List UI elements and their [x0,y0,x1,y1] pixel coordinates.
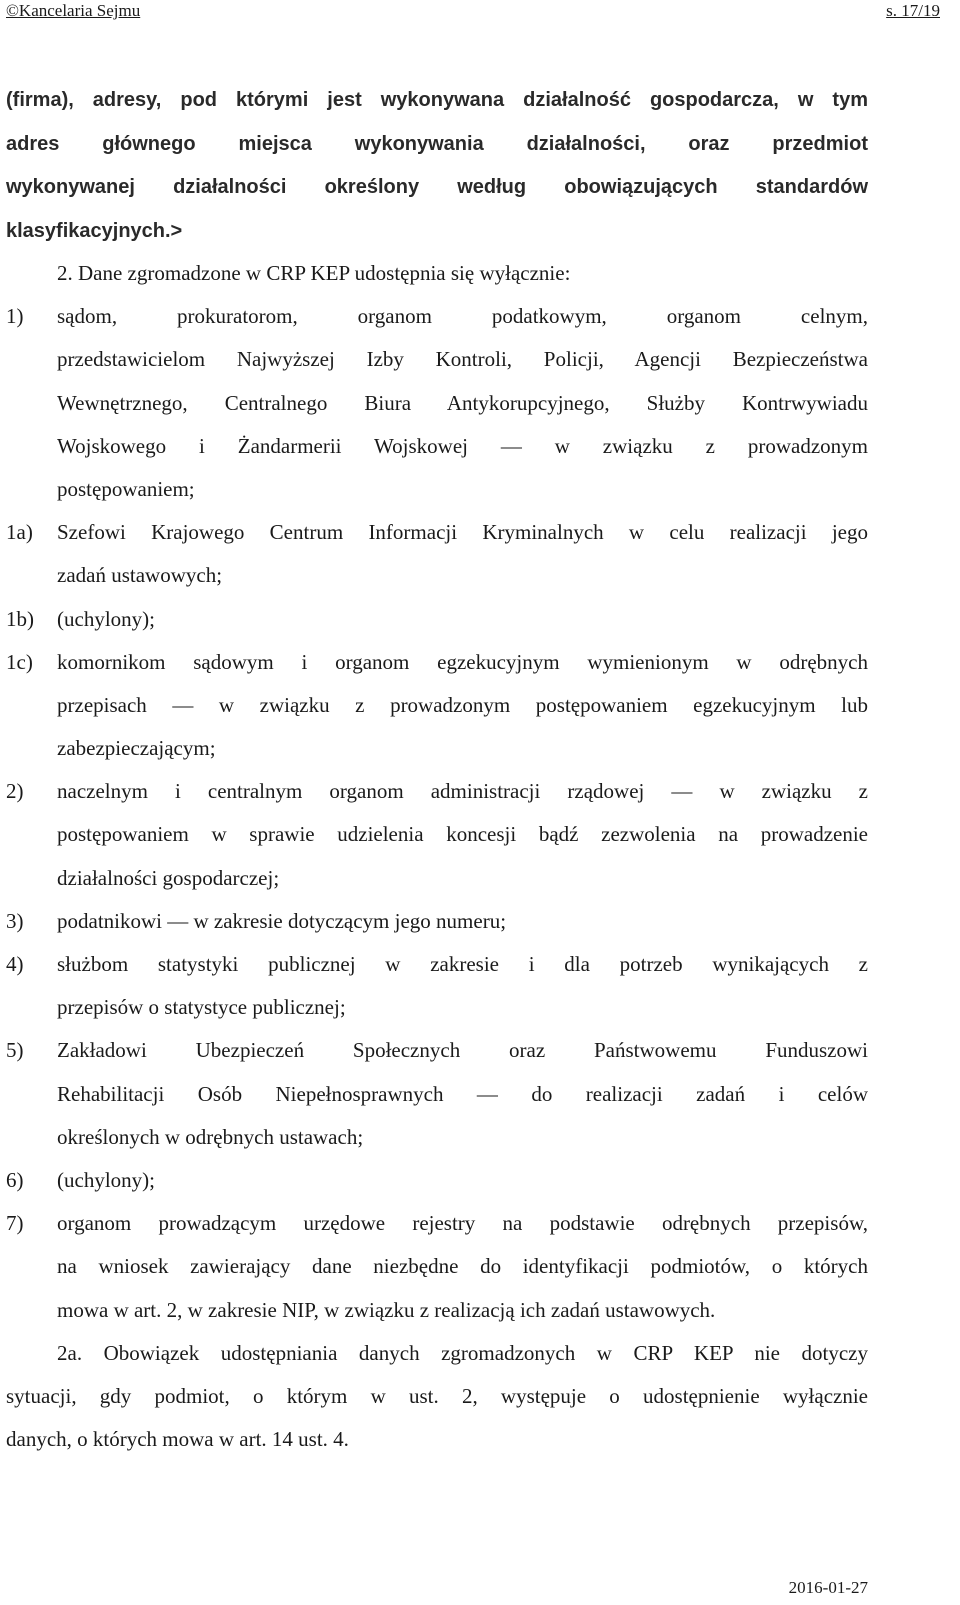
item-line: Zakładowi Ubezpieczeń Społecznych oraz Państwowemu Funduszowi [57,1038,868,1063]
list-item [6,900,868,943]
item-line: mowa w art. 2, w zakresie NIP, w związku z realizacją ich zadań ustawowych. [57,1297,716,1322]
item-line: przedstawicielom Najwyższej Izby Kontroli, Policji, Agencji Bezpieczeństwa [57,347,868,372]
item-number: 5) [6,1038,24,1063]
item-line: zabezpieczającym; [57,736,216,761]
copyright-header: ©Kancelaria Sejmu [6,1,141,20]
item-line: Szefowi Krajowego Centrum Informacji Kryminalnych w celu realizacji jego [57,520,868,545]
list-item [6,1159,868,1202]
page-number: s. 17/19 [886,1,940,20]
item-number: 7) [6,1211,24,1236]
list-item [6,1202,868,1332]
item-line: (uchylony); [57,606,155,631]
paragraph-line: 2a. Obowiązek udostępniania danych zgromadzonych w CRP KEP nie dotyczy [57,1340,868,1365]
bold-paragraph-line: klasyfikacyjnych.> [6,219,183,242]
item-line: sądom, prokuratorom, organom podatkowym, organom celnym, [57,304,868,329]
item-line: podatnikowi — w zakresie dotyczącym jego numeru; [57,908,507,933]
section-2-intro: 2. Dane zgromadzone w CRP KEP udostępnia się wyłącznie: [57,261,571,285]
item-number: 1a) [6,520,33,545]
item-line: przepisach — w związku z prowadzonym postępowaniem egzekucyjnym lub [57,692,868,717]
item-number: 1b) [6,606,34,631]
list-item [6,295,868,511]
bold-paragraph-line: adres głównego miejsca wykonywania działalności, oraz przedmiot [6,132,868,155]
footer-date: 2016-01-27 [788,1578,868,1597]
bold-paragraph-line: (firma), adresy, pod którymi jest wykonywana działalność gospodarcza, w tym [6,89,868,111]
document-body [6,252,868,1461]
item-line: służbom statystyki publicznej w zakresie i dla potrzeb wynikających z [57,952,868,976]
paragraph-line: danych, o których mowa w art. 14 ust. 4. [6,1427,349,1452]
paragraph-line: sytuacji, gdy podmiot, o którym w ust. 2, występuje o udostępnienie wyłącznie [6,1383,868,1408]
bold-paragraph-line: wykonywanej działalności określony według obowiązujących standardów [6,176,868,198]
section-2a-paragraph [6,1332,868,1462]
item-line: działalności gospodarczej; [57,865,280,890]
list-item [6,511,868,597]
item-line: Rehabilitacji Osób Niepełnosprawnych — do realizacji zadań i celów [57,1081,868,1106]
item-line: (uchylony); [57,1167,155,1192]
item-line: naczelnym i centralnym organom administracji rządowej — w związku z [57,779,868,804]
item-line: przepisów o statystyce publicznej; [57,995,346,1020]
item-line: Wojskowego i Żandarmerii Wojskowej — w związku z prowadzonym [57,433,868,458]
item-number: 6) [6,1167,24,1192]
item-line: postępowaniem; [57,476,195,501]
item-line: organom prowadzącym urzędowe rejestry na podstawie odrębnych przepisów, [57,1211,868,1236]
item-number: 3) [6,908,24,933]
bold-paragraph [6,79,868,253]
list-item [6,1029,868,1159]
list-item [6,641,868,771]
item-line: zadań ustawowych; [57,563,223,588]
item-line: na wniosek zawierający dane niezbędne do identyfikacji podmiotów, o których [57,1254,868,1279]
list-item [6,770,868,900]
item-number: 1) [6,304,24,329]
item-number: 1c) [6,649,33,674]
item-line: Wewnętrznego, Centralnego Biura Antykorupcyjnego, Służby Kontrwywiadu [57,390,868,415]
item-number: 4) [6,952,24,976]
item-number: 2) [6,779,24,804]
list-item [6,943,868,1029]
list-item [6,598,868,641]
item-line: określonych w odrębnych ustawach; [57,1124,364,1149]
item-line: postępowaniem w sprawie udzielenia koncesji bądź zezwolenia na prowadzenie [57,822,868,847]
item-line: komornikom sądowym i organom egzekucyjnym wymienionym w odrębnych [57,649,868,674]
